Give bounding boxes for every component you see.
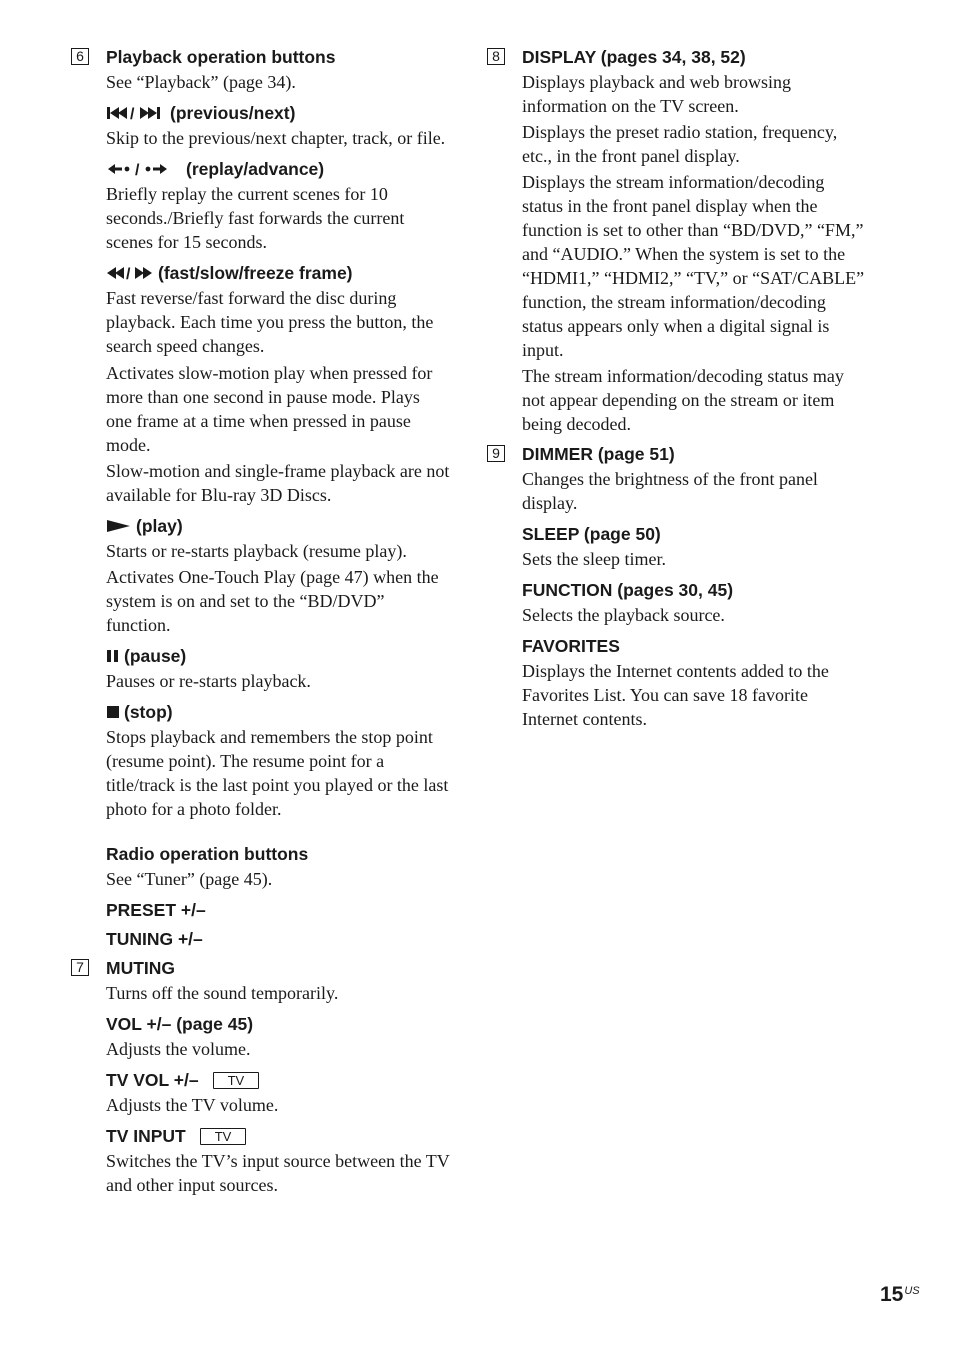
dimmer-desc: Changes the brightness of the front panel display. [522, 469, 818, 513]
display-desc-2: Displays the preset radio station, frequency, etc., in the front panel display. [522, 122, 838, 166]
favorites-desc: Displays the Internet contents added to the Favorites List. You can save 18 favorite Internet contents. [522, 661, 829, 729]
page-number: $15^{US}$ [880, 1283, 920, 1306]
stop-desc: Stops playback and remembers the stop point (resume point). The resume point for a title/track is the last point you played or the last photo for a photo folder. [106, 727, 449, 819]
tvinput-desc: Switches the TV’s input source between the TV and other input sources. [106, 1151, 450, 1195]
play-desc-2: Activates One-Touch Play (page 47) when the system is on and set to the “BD/DVD” function. [106, 567, 439, 635]
prevnext-heading: / (previous/next) [106, 100, 450, 126]
item-number-7: 7 [71, 959, 89, 976]
tvvol-heading: TV VOL +/– TV [106, 1067, 450, 1093]
tuning-heading: TUNING +/– [106, 929, 203, 949]
play-heading: (play) [106, 513, 450, 539]
fast-desc-2: Activates slow-motion play when pressed for more than one second in pause mode. Plays one frame at a time when pressed in pause mode. [106, 363, 433, 455]
item-7 [70, 955, 450, 1197]
replay-desc: Briefly replay the current scenes for 10 seconds./Briefly fast forwards the current scenes for 15 seconds. [106, 184, 405, 252]
display-heading: DISPLAY (pages 34, 38, 52) [522, 47, 746, 67]
svg-text:/: / [130, 106, 135, 121]
play-desc-1: Starts or re-starts playback (resume play). [106, 541, 407, 561]
sleep-heading: SLEEP (page 50) [522, 524, 661, 544]
pause-desc: Pauses or re-starts playback. [106, 671, 311, 691]
replay-advance-icon [106, 161, 182, 177]
muting-heading: MUTING [106, 958, 176, 978]
playback-desc: See “Playback” (page 34). [106, 72, 296, 92]
tvinput-heading: TV INPUT TV [106, 1123, 450, 1149]
item-8 [486, 44, 866, 436]
display-desc-4: The stream information/decoding status may not appear depending on the stream or item being decoded. [522, 366, 844, 434]
fast-desc-1: Fast reverse/fast forward the disc during playback. Each time you press the button, the search speed changes. [106, 288, 434, 356]
svg-text:/: / [126, 266, 131, 281]
display-desc-1: Displays playback and web browsing information on the TV screen. [522, 72, 791, 116]
item-9 [486, 441, 866, 731]
display-desc-3: Displays the stream information/decoding status in the front panel display when the function is set to other than “BD/DVD,” “FM,” and “AUDIO.” When the system is set to the “HDMI1,” “HDMI2,” “TV,” or “SAT/CABLE” function, the stream information/decoding status appears only when a digital signal is input. [522, 172, 865, 360]
pause-icon [106, 648, 120, 664]
sleep-desc: Sets the sleep timer. [522, 549, 666, 569]
playback-buttons-heading: Playback operation buttons [106, 47, 336, 67]
tv-badge: TV [200, 1128, 247, 1145]
vol-desc: Adjusts the volume. [106, 1039, 251, 1059]
prevnext-desc: Skip to the previous/next chapter, track, or file. [106, 128, 446, 148]
tv-badge: TV [213, 1072, 260, 1089]
function-heading: FUNCTION (pages 30, 45) [522, 580, 734, 600]
right-column [486, 44, 866, 731]
muting-desc: Turns off the sound temporarily. [106, 983, 339, 1003]
stop-icon [106, 704, 120, 720]
svg-text:/: / [135, 162, 140, 177]
play-icon [106, 518, 132, 534]
radio-desc: See “Tuner” (page 45). [106, 869, 273, 889]
left-column [70, 44, 450, 1197]
pause-heading: (pause) [106, 643, 450, 669]
dimmer-heading: DIMMER (page 51) [522, 444, 675, 464]
vol-heading: VOL +/– (page 45) [106, 1014, 254, 1034]
favorites-heading: FAVORITES [522, 636, 620, 656]
tvvol-desc: Adjusts the TV volume. [106, 1095, 279, 1115]
fast-heading: / (fast/slow/freeze frame) [106, 260, 450, 286]
region-code: US [904, 1285, 920, 1297]
item-6 [70, 44, 450, 952]
preset-heading: PRESET +/– [106, 900, 206, 920]
radio-buttons-heading: Radio operation buttons [106, 844, 309, 864]
replay-heading: / (replay/advance) [106, 156, 450, 182]
item-number-6: 6 [71, 48, 89, 65]
fast-desc-3: Slow-motion and single-frame playback are not available for Blu-ray 3D Discs. [106, 461, 450, 505]
item-number-8: 8 [487, 48, 505, 65]
function-desc: Selects the playback source. [522, 605, 725, 625]
item-number-9: 9 [487, 445, 505, 462]
stop-heading: (stop) [106, 699, 450, 725]
